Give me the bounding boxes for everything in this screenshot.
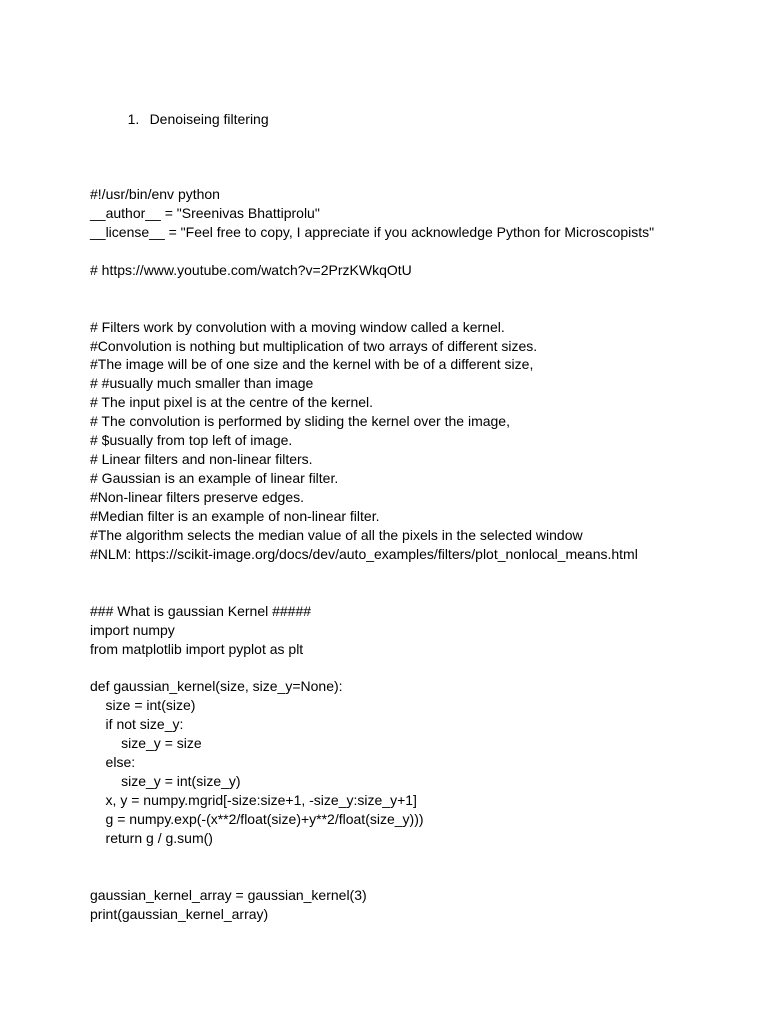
code-line: #The image will be of one size and the kernel with be of a different size, [90,356,534,373]
code-line: else: [90,754,136,771]
code-line: # $usually from top left of image. [90,432,293,449]
code-line [90,299,654,318]
code-line: #!/usr/bin/env python [90,186,220,202]
code-line: size = int(size) [90,697,196,714]
code-line [90,583,654,602]
code-line: if not size_y: [90,716,184,733]
code-line: def gaussian_kernel(size, size_y=None): [90,678,343,695]
code-line: gaussian_kernel_array = gaussian_kernel(3) [90,886,367,903]
code-block [90,185,654,924]
code-line: __license__ = "Feel free to copy, I appreciate if you acknowledge Python for Microscopists" [90,223,655,240]
code-line [90,242,654,261]
code-line: x, y = numpy.mgrid[-size:size+1, -size_y:size_y+1] [90,792,417,808]
code-line: import numpy [90,621,175,638]
code-line: #The algorithm selects the median value of all the pixels in the selected window [90,526,583,543]
code-line: ### What is gaussian Kernel ##### [90,602,312,619]
list-number: 1. [127,111,140,127]
code-line: from matplotlib import pyplot as plt [90,640,304,657]
code-line [90,848,654,867]
code-line: size_y = int(size_y) [90,773,241,790]
code-line: # The convolution is performed by sliding the kernel over the image, [90,413,510,430]
heading-title: Denoiseing filtering [149,111,269,127]
code-line: #Median filter is an example of non-linear filter. [90,507,380,524]
code-line [90,867,654,886]
code-line: #NLM: https://scikit-image.org/docs/dev/auto_examples/filters/plot_nonlocal_means.html [90,545,638,562]
code-line: # #usually much smaller than image [90,375,314,392]
code-line: # Gaussian is an example of linear filter. [90,470,339,487]
code-line: print(gaussian_kernel_array) [90,905,269,922]
code-line: return g / g.sum() [90,829,213,846]
code-line: size_y = size [90,735,202,752]
code-line: #Convolution is nothing but multiplication of two arrays of different sizes. [90,337,538,354]
code-line: #Non-linear filters preserve edges. [90,489,304,505]
code-line: g = numpy.exp(-(x**2/float(size)+y**2/float(size_y))) [90,810,424,827]
code-line [90,564,654,583]
code-line [90,658,654,677]
numbered-heading [112,92,269,146]
code-line: __author__ = "Sreenivas Bhattiprolu" [90,204,320,221]
code-line: # Filters work by convolution with a moving window called a kernel. [90,318,505,335]
code-line [90,280,654,299]
code-line: # https://www.youtube.com/watch?v=2PrzKWkqOtU [90,261,412,278]
code-line: # The input pixel is at the centre of the kernel. [90,394,374,411]
code-line: # Linear filters and non-linear filters. [90,451,313,468]
